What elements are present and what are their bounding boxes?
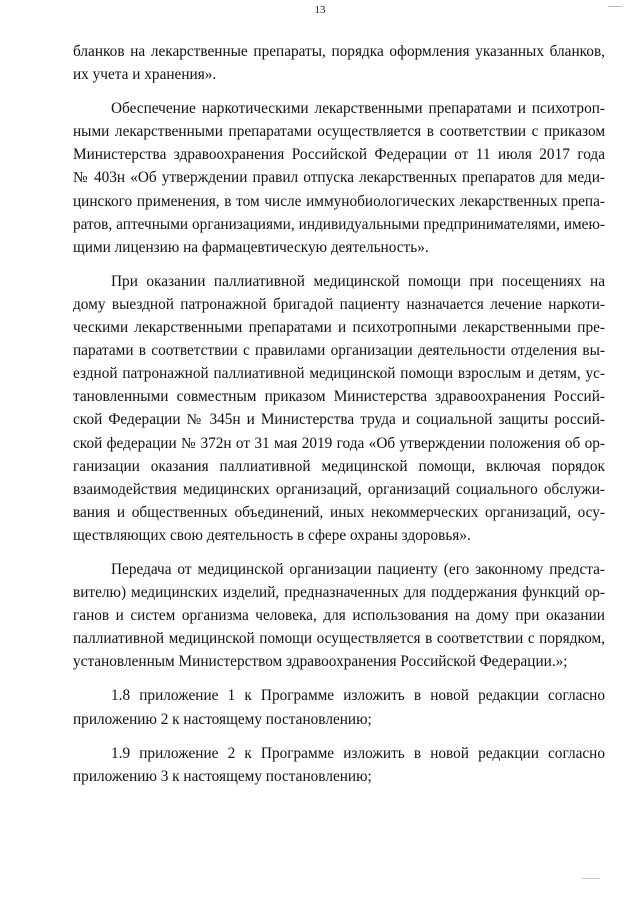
text-line: тановленными совместным приказом Министерства здравоохранения Россий-	[73, 388, 605, 406]
text-line: паратами в соответствии с правилами организации деятельности отделения вы-	[73, 342, 605, 360]
paragraph-gap	[73, 731, 605, 742]
text-line: ской Федерации № 345н и Министерства труда и социальной защиты россий-	[73, 411, 605, 429]
document-body	[73, 40, 605, 788]
text-line: Обеспечение наркотическими лекарственными препаратами и психотроп-	[111, 100, 605, 118]
text-line: ганов и систем организма человека, для использования на дому при оказании	[73, 607, 605, 625]
text-line: паллиативной медицинской помощи осуществляется в соответствии с порядком,	[73, 630, 605, 648]
page-number: 13	[314, 4, 326, 16]
text-line: дому выездной патронажной бригадой пациенту назначается лечение наркоти-	[73, 295, 605, 313]
text-line: вания и общественных объединений, иных некоммерческих организаций, осу-	[73, 503, 605, 521]
paragraph-gap	[73, 673, 605, 684]
text-line: их учета и хранения».	[73, 66, 217, 84]
text-line: ческими лекарственными препаратами и психотропными лекарственными пре-	[73, 319, 605, 337]
text-line: ской федерации № 372н от 31 мая 2019 года «Об утверждении положения об ор-	[73, 434, 605, 452]
text-line: цинского применения, в том числе иммунобиологических лекарственных препа-	[73, 192, 605, 210]
text-line: 1.9 приложение 2 к Программе изложить в новой редакции согласно	[111, 744, 605, 762]
text-line: взаимодействия медицинских организаций, организаций социального обслужи-	[73, 480, 605, 498]
paragraph-gap	[73, 547, 605, 558]
text-line: приложению 3 к настоящему постановлению;	[73, 767, 372, 785]
text-line: бланков на лекарственные препараты, порядка оформления указанных бланков,	[73, 43, 605, 60]
text-line: щими лицензию на фармацевтическую деятельность».	[73, 238, 429, 256]
text-line: приложению 2 к настоящему постановлению;	[73, 710, 372, 728]
text-line: № 403н «Об утверждении правил отпуска лекарственных препаратов для меди-	[73, 169, 605, 187]
text-line: ездной патронажной паллиативной медицинской помощи взрослым и детям, ус-	[73, 365, 605, 383]
text-line: ществляющих свою деятельность в сфере охраны здоровья».	[73, 526, 471, 544]
text-line: 1.8 приложение 1 к Программе изложить в новой редакции согласно	[111, 687, 605, 705]
scan-corner-mark-bottom	[582, 878, 600, 879]
text-line: Передача от медицинской организации пациенту (его законному предста-	[111, 560, 605, 578]
text-line: ными лекарственными препаратами осуществляется в соответствии с приказом	[73, 123, 605, 141]
text-line: При оказании паллиативной медицинской помощи при посещениях на	[111, 272, 605, 290]
text-line: ратов, аптечными организациями, индивидуальными предпринимателями, имею-	[73, 215, 605, 233]
text-line: установленным Министерством здравоохранения Российской Федерации.»;	[73, 653, 568, 671]
text-line: ганизации оказания паллиативной медицинской помощи, включая порядок	[73, 457, 605, 475]
paragraph-gap	[73, 86, 605, 97]
text-line: Министерства здравоохранения Российской Федерации от 11 июля 2017 года	[73, 146, 605, 164]
paragraph-gap	[73, 259, 605, 270]
text-line: вителю) медицинских изделий, предназначенных для поддержания функций ор-	[73, 584, 605, 602]
